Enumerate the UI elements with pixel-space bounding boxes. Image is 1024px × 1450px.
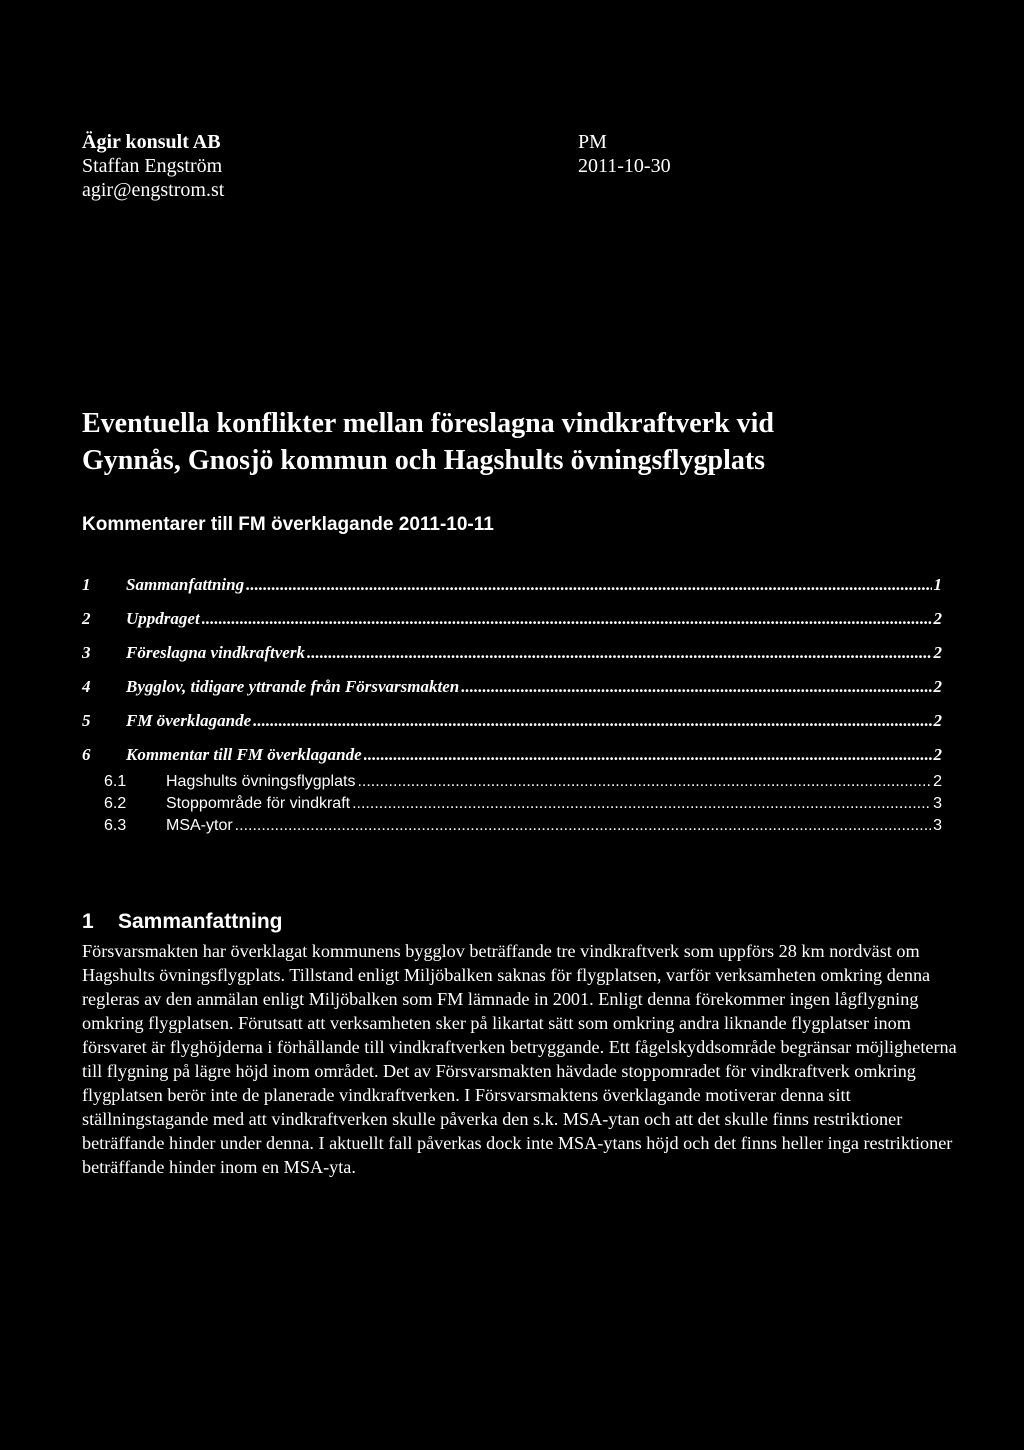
- toc-leader-dots: [253, 711, 931, 731]
- author-email: agir@engstrom.st: [82, 179, 225, 201]
- toc-item[interactable]: [82, 609, 942, 643]
- toc-leader-dots: [357, 773, 931, 791]
- document-type: PM: [578, 131, 607, 153]
- toc-item-number: 1: [82, 575, 91, 594]
- toc-subitem[interactable]: [82, 817, 942, 839]
- toc-subitems: [82, 773, 942, 839]
- toc-leader-dots: [202, 609, 932, 629]
- header-sender: [82, 130, 224, 202]
- toc-subitem[interactable]: [82, 795, 942, 817]
- toc-leader-dots: [246, 575, 931, 595]
- toc-item-number: 6: [82, 745, 91, 764]
- author-name: Staffan Engström: [82, 155, 223, 177]
- toc-leader-dots: [307, 643, 932, 663]
- section-title: Sammanfattning: [118, 910, 283, 933]
- toc-item-page: 2: [933, 643, 942, 662]
- page-subtitle: Kommentarer till FM överklagande 2011-10-11: [82, 514, 494, 535]
- toc-item[interactable]: [82, 677, 942, 711]
- toc-item-label: Kommentar till FM överklagande: [126, 745, 362, 764]
- toc-item-page: 2: [933, 609, 942, 628]
- toc-subitem-label: MSA-ytor: [166, 817, 233, 834]
- company-name: Ägir konsult AB: [82, 131, 221, 153]
- header-meta: [578, 130, 671, 178]
- toc-subitem-number: 6.3: [104, 817, 127, 834]
- toc-subitem-label: Hagshults övningsflygplats: [166, 773, 356, 790]
- toc-leader-dots: [352, 795, 931, 813]
- toc-item[interactable]: [82, 643, 942, 677]
- title-line-1: Eventuella konflikter mellan föreslagna vindkraftverk vid: [82, 408, 774, 439]
- toc-item-page: 1: [933, 575, 942, 594]
- toc-leader-dots: [235, 817, 931, 835]
- toc-subitem-page: 3: [933, 795, 942, 812]
- toc-item-number: 5: [82, 711, 91, 730]
- section-heading: [82, 910, 283, 934]
- toc-item-label: Bygglov, tidigare yttrande från Försvarsmakten: [126, 677, 460, 696]
- toc-item-number: 2: [82, 609, 91, 628]
- section-number: 1: [82, 910, 94, 933]
- section-paragraph: Försvarsmakten har överklagat kommunens bygglov beträffande tre vindkraftverk som uppförs 28 km nordväst om Hagshults övningsflygplats. Tillstand enligt Miljöbalken saknas för flygplatsen, varför verksamheten omkring denna regleras av den anmälan enligt Miljöbalken som FM lämnade in 2001. Enligt denna förekommer ingen lågflygning omkring flygplatsen. Förutsatt att verksamheten sker på likartat sätt som omkring andra liknande flygplatser inom försvaret är flyghöjderna i förhållande till vindkraftverken betryggande. Ett fågelskyddsområde begränsar möjligheterna till flygning på lägre höjd inom området. Det av Försvarsmakten hävdade stoppomradet för vindkraftverk omkring flygplatsen berör inte de planerade vindkraftverken. I Försvarsmaktens överklagande motiverar denna sitt ställningstagande med att vindkraftverken skulle påverka den s.k. MSA-ytan och att det skulle finns restriktioner beträffande hinder under denna. I aktuellt fall påverkas dock inte MSA-ytans höjd och det finns heller inga restriktioner beträffande hinder inom en MSA-yta.: [82, 941, 957, 1177]
- toc-subitem-page: 2: [933, 773, 942, 790]
- toc-item[interactable]: [82, 575, 942, 609]
- toc-item-number: 3: [82, 643, 91, 662]
- toc-subitem[interactable]: [82, 773, 942, 795]
- toc-item-page: 2: [933, 745, 942, 764]
- toc-subitem-page: 3: [933, 817, 942, 834]
- title-line-2: Gynnås, Gnosjö kommun och Hagshults övningsflygplats: [82, 445, 766, 476]
- toc-leader-dots: [364, 745, 932, 765]
- document-date: 2011-10-30: [578, 155, 671, 177]
- toc-subitem-number: 6.1: [104, 773, 127, 790]
- toc-item[interactable]: [82, 711, 942, 745]
- toc-leader-dots: [461, 677, 931, 697]
- toc-item-label: Sammanfattning: [126, 575, 245, 594]
- toc-item-number: 4: [82, 677, 91, 696]
- toc-subitem-number: 6.2: [104, 795, 127, 812]
- toc-item-page: 2: [933, 711, 942, 730]
- toc-item-page: 2: [933, 677, 942, 696]
- toc-item-label: FM överklagande: [126, 711, 252, 730]
- toc-item-label: Föreslagna vindkraftverk: [126, 643, 305, 662]
- table-of-contents: [82, 575, 942, 839]
- toc-item-label: Uppdraget: [126, 609, 200, 628]
- toc-subitem-label: Stoppområde för vindkraft: [166, 795, 351, 812]
- page-title: [82, 405, 962, 479]
